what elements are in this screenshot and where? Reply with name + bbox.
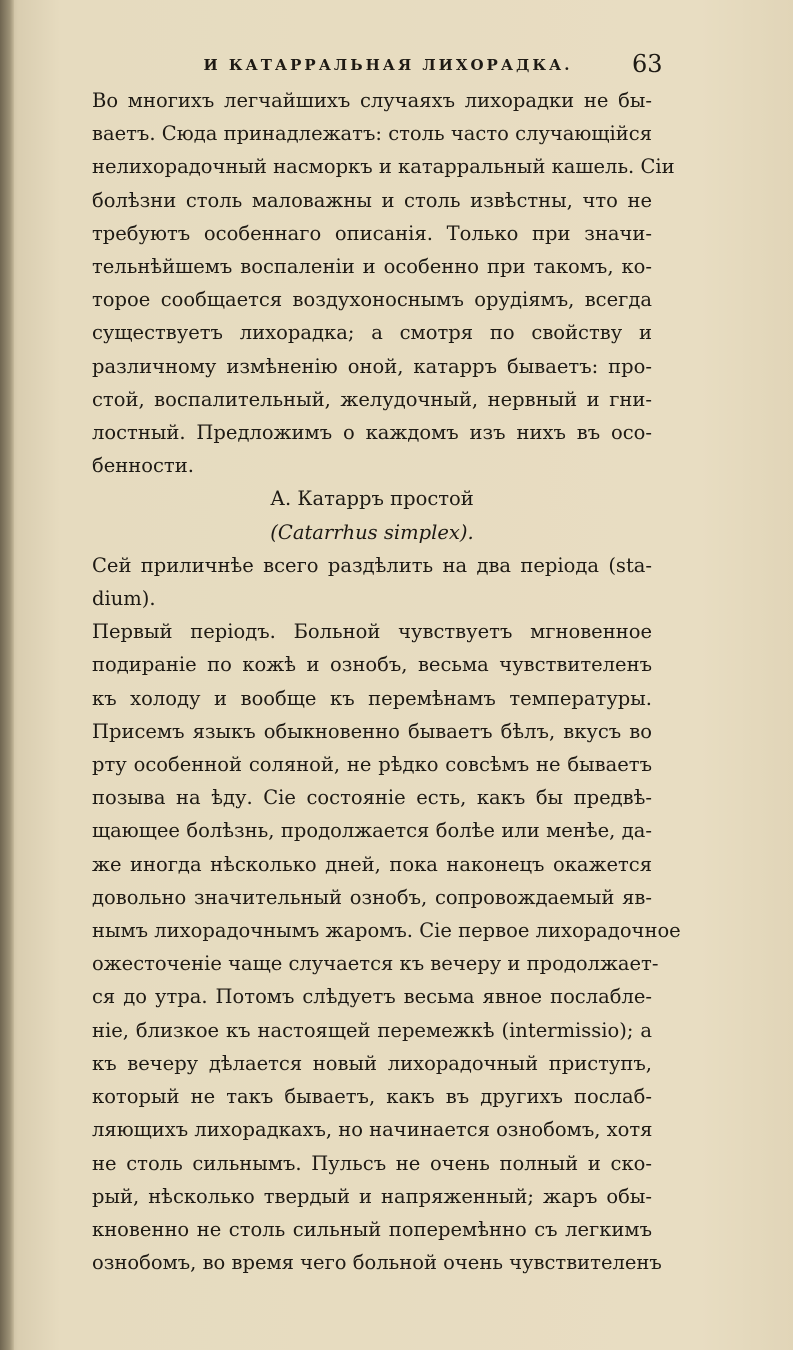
- text-line: довольно значительный ознобъ, сопровождаемый яв-: [92, 885, 652, 909]
- text-line: бенности.: [92, 454, 194, 478]
- text-line: тельнѣйшемъ воспаленіи и особенно при такомъ, ко-: [92, 255, 652, 279]
- text-line: позыва на ѣду. Сіе состояніе есть, какъ бы предвѣ-: [92, 786, 652, 810]
- running-head: И КАТАРРАЛЬНАЯ ЛИХОРАДКА.: [203, 56, 573, 74]
- text-line: кновенно не столь сильный поперемѣнно съ легкимъ: [92, 1217, 652, 1241]
- section-title: А. Катарръ простой: [270, 487, 474, 511]
- text-line: ніе, близкое къ настоящей перемежкѣ (intermissio); а: [92, 1018, 652, 1042]
- text-line: ознобомъ, во время чего больной очень чувствителенъ: [92, 1251, 662, 1275]
- text-line: же иногда нѣсколько дней, пока наконецъ окажется: [92, 852, 652, 876]
- text-line: Сей приличнѣе всего раздѣлить на два періода (sta-: [92, 553, 652, 577]
- text-line: ожесточеніе чаще случается къ вечеру и продолжает-: [92, 952, 659, 976]
- text-line: не столь сильнымъ. Пульсъ не очень полный и ско-: [92, 1151, 652, 1175]
- text-line: Первый періодъ. Больной чувствуетъ мгновенное: [92, 620, 652, 644]
- text-line: подираніе по кожѣ и ознобъ, весьма чувствителенъ: [92, 653, 652, 677]
- text-line: нелихорадочный насморкъ и катарральный кашель. Сіи: [92, 155, 675, 179]
- text-line: существуетъ лихорадка; а смотря по свойству и: [92, 321, 652, 345]
- text-line: требуютъ особеннаго описанія. Только при значи-: [92, 221, 652, 245]
- text-line: ваетъ. Сюда принадлежатъ: столь часто случающійся: [92, 122, 652, 146]
- text-line: Присемъ языкъ обыкновенно бываетъ бѣлъ, вкусъ во: [92, 719, 652, 743]
- text-line: болѣзни столь маловажны и столь извѣстны, что не: [92, 188, 652, 212]
- text-line: ся до утра. Потомъ слѣдуетъ весьма явное послабле-: [92, 985, 652, 1009]
- text-line: нымъ лихорадочнымъ жаромъ. Сіе первое лихорадочное: [92, 919, 681, 943]
- text-line: торое сообщается воздухоноснымъ орудіямъ, всегда: [92, 288, 652, 312]
- text-line: ляющихъ лихорадкахъ, но начинается ознобомъ, хотя: [92, 1118, 653, 1142]
- text-line: къ холоду и вообще къ перемѣнамъ температуры.: [92, 686, 652, 710]
- text-line: Во многихъ легчайшихъ случаяхъ лихорадки не бы-: [92, 89, 652, 112]
- text-line: щающее болѣзнь, продолжается болѣе или менѣе, да-: [92, 819, 652, 843]
- section-latin-title: (Catarrhus simplex).: [270, 520, 474, 544]
- text-line: къ вечеру дѣлается новый лихорадочный приступъ,: [92, 1051, 652, 1075]
- text-line: dium).: [92, 587, 156, 611]
- text-line: рту особенной соляной, не рѣдко совсѣмъ не бываетъ: [92, 753, 652, 777]
- book-binding-edge: [0, 0, 14, 1350]
- text-line: рый, нѣсколько твердый и напряженный; жаръ обы-: [92, 1184, 652, 1208]
- body-text: [92, 84, 681, 1279]
- page-number: 63: [632, 50, 663, 78]
- text-line: который не такъ бываетъ, какъ въ другихъ послаб-: [92, 1085, 652, 1109]
- text-line: стой, воспалительный, желудочный, нервный и гни-: [92, 387, 652, 411]
- text-line: различному измѣненію оной, катарръ бываетъ: про-: [92, 354, 652, 378]
- text-line: лостный. Предложимъ о каждомъ изъ нихъ въ осо-: [92, 421, 652, 445]
